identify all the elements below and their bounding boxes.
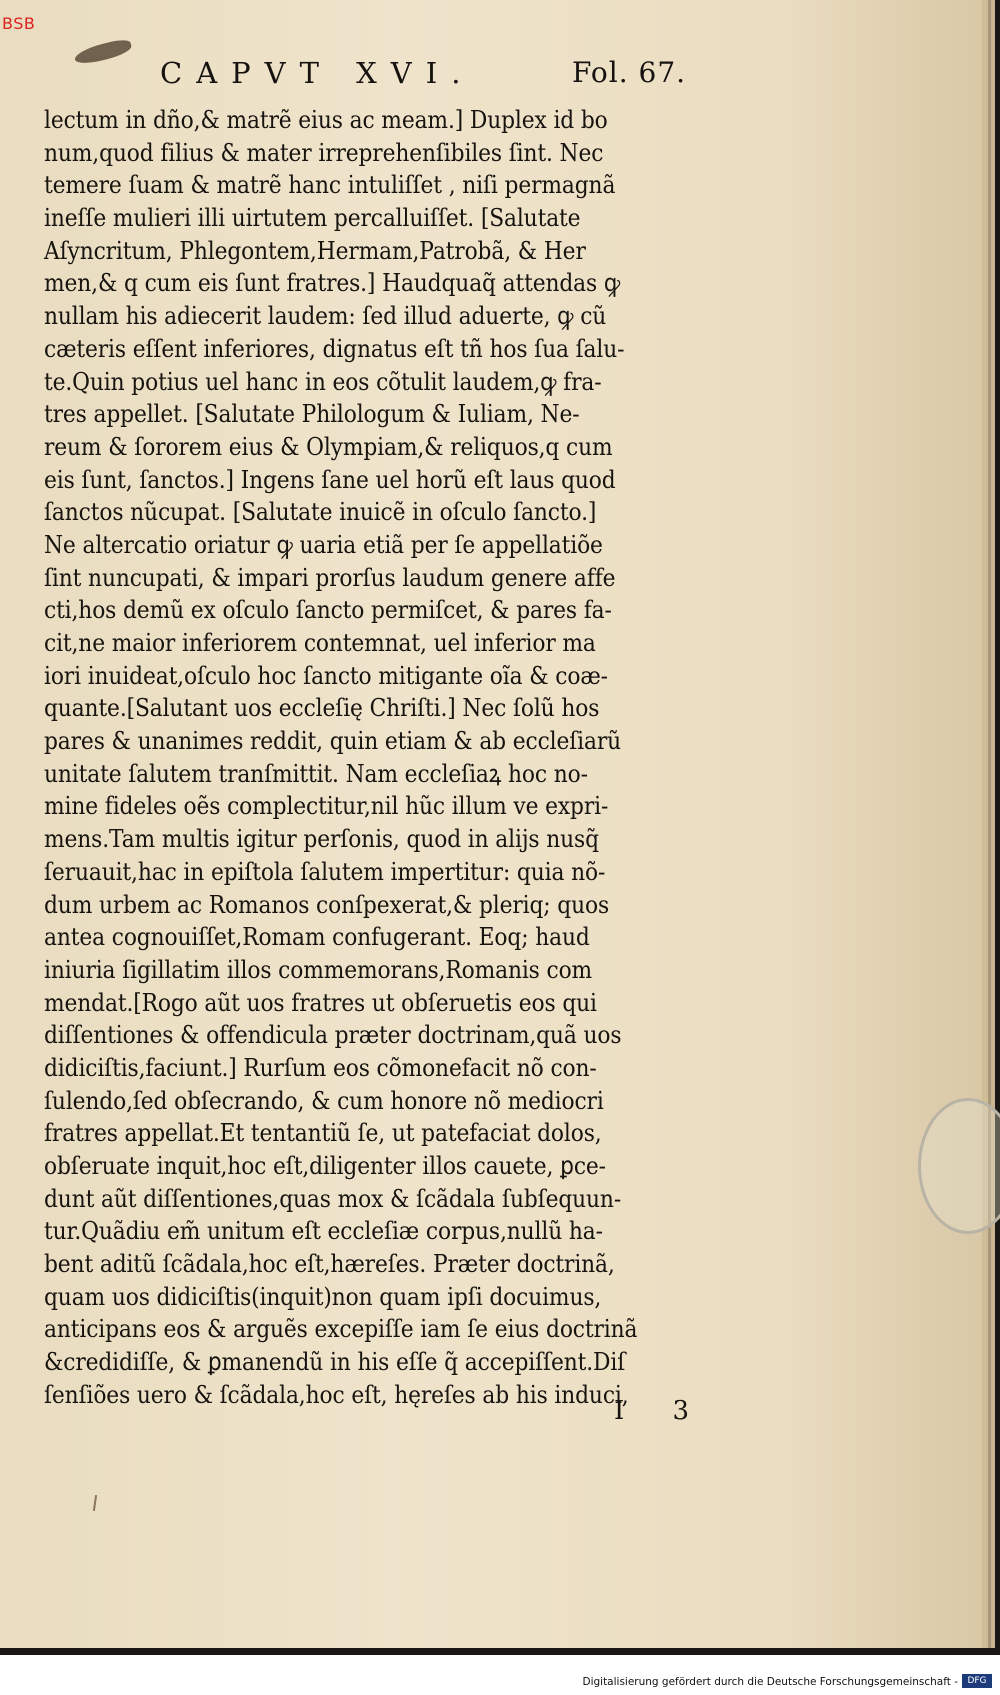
page-header [160, 56, 720, 96]
text-line: eis ſunt, ſanctos.] Ingens ſane uel horũ eſt laus quod [44, 464, 616, 494]
text-line: quam uos didiciſtis(inquit)non quam ipſi docuimus, [44, 1281, 602, 1311]
page-edge [991, 0, 995, 1648]
text-line: ineſſe mulieri illi uirtutem percalluiſſet. [Salutate [44, 203, 581, 233]
text-line: didiciſtis,faciunt.] Rurſum eos cõmonefacit nõ con- [44, 1052, 597, 1082]
text-line: tur.Quãdiu em̃ unitum eſt eccleſiæ corpus,nullũ ha- [44, 1216, 603, 1246]
text-line: unitate ſalutem tranſmittit. Nam eccleſiaꝝ hoc no- [44, 758, 588, 788]
text-line: temere ſuam & matrẽ hanc intuliſſet , niſi permagnã [44, 170, 616, 200]
text-line: ſint nuncupati, & impari prorſus laudum genere affe [44, 562, 616, 592]
text-line: ſeruauit,hac in epiſtola ſalutem impertitur: quia nõ- [44, 856, 606, 886]
text-line: cti,hos demũ ex oſculo ſancto permiſcet, & pares fa- [44, 595, 612, 625]
text-line: obſeruate inquit,hoc eſt,diligenter illos cauete, ꝑce- [44, 1151, 606, 1180]
text-line: te.Quin potius uel hanc in eos cõtulit laudem,ꝙ fra- [44, 366, 602, 396]
text-line: lectum in dño,& matrẽ eius ac meam.] Duplex id bo [44, 105, 608, 134]
text-line: diſſentiones & offendicula præter doctrinam,quã uos [44, 1020, 622, 1050]
text-line: anticipans eos & arguẽs excepiſſe iam ſe eius doctrinã [44, 1314, 638, 1344]
dfg-logo: DFG [962, 1674, 992, 1688]
text-line: antea cognouiſſet,Romam confugerant. Eoq; haud [44, 922, 590, 952]
text-line: ſanctos nũcupat. [Salutate inuicẽ in oſculo ſancto.] [44, 497, 597, 527]
text-line: num,quod filius & mater irreprehenſibiles ſint. Nec [44, 137, 604, 167]
text-line: ſulendo,ſed obſecrando, & cum honore nõ mediocri [44, 1085, 604, 1115]
body-text [44, 104, 764, 1412]
text-line: pares & unanimes reddit, quin etiam & ab eccleſiarũ [44, 726, 622, 756]
footer-credit: Digitalisierung gefördert durch die Deutsche Forschungsgemeinschaft - [582, 1676, 958, 1688]
text-line: cit,ne maior inferiorem contemnat, uel inferior ma [44, 628, 596, 657]
text-line: men,& q cum eis ſunt fratres.] Haudquaq̃ attendas ꝙ [44, 268, 621, 298]
text-line: &credidiſſe, & ꝑmanendũ in his eſſe q̃ accepiſſent.Diſ [44, 1347, 626, 1377]
text-line: quante.[Salutant uos eccleſię Chriſti.] Nec ſolũ hos [44, 693, 600, 723]
text-line: fratres appellat.Et tentantiũ ſe, ut patefaciat dolos, [44, 1118, 602, 1148]
text-line: tres appellet. [Salutate Philologum & Iuliam, Ne- [44, 399, 580, 429]
text-line: iori inuideat,oſculo hoc ſancto mitigante oĩa & coæ- [44, 660, 608, 690]
text-line: nullam his adiecerit laudem: ſed illud aduerte, ꝙ cũ [44, 301, 607, 331]
library-mark: BSB [2, 14, 36, 33]
text-line: reum & ſororem eius & Olympiam,& reliquos,q cum [44, 431, 613, 461]
signature-mark: I 3 [614, 1396, 710, 1426]
text-line: ſenſiões uero & ſcãdala,hoc eſt, hęreſes ab his induci, [44, 1379, 629, 1409]
folio-number: Fol. 67. [572, 56, 687, 89]
running-head: CAPVT XVI. [160, 56, 475, 90]
text-line: cæteris eſſent inferiores, dignatus eſt tñ hos ſua ſalu- [44, 333, 625, 363]
text-line: Aſyncritum, Phlegontem,Hermam,Patrobã, & Her [44, 235, 586, 265]
text-line: Ne altercatio oriatur ꝙ uaria etiã per ſe appellatiõe [44, 529, 603, 559]
text-line: mine fideles oẽs complectitur,nil hũc illum ve expri- [44, 791, 609, 821]
footer-bar [0, 1655, 1000, 1695]
text-line: iniuria ſigillatim illos commemorans,Romanis com [44, 954, 593, 984]
text-line: mendat.[Rogo aũt uos fratres ut obſeruetis eos qui [44, 987, 597, 1017]
text-line: dum urbem ac Romanos conſpexerat,& pleriq; quos [44, 889, 609, 919]
text-line: bent aditũ ſcãdala,hoc eſt,hæreſes. Præter doctrinã, [44, 1249, 615, 1279]
text-line: mens.Tam multis igitur perſonis, quod in alijs nusq̃ [44, 824, 599, 854]
text-line: dunt aũt diſſentiones,quas mox & ſcãdala ſubſequun- [44, 1183, 622, 1213]
